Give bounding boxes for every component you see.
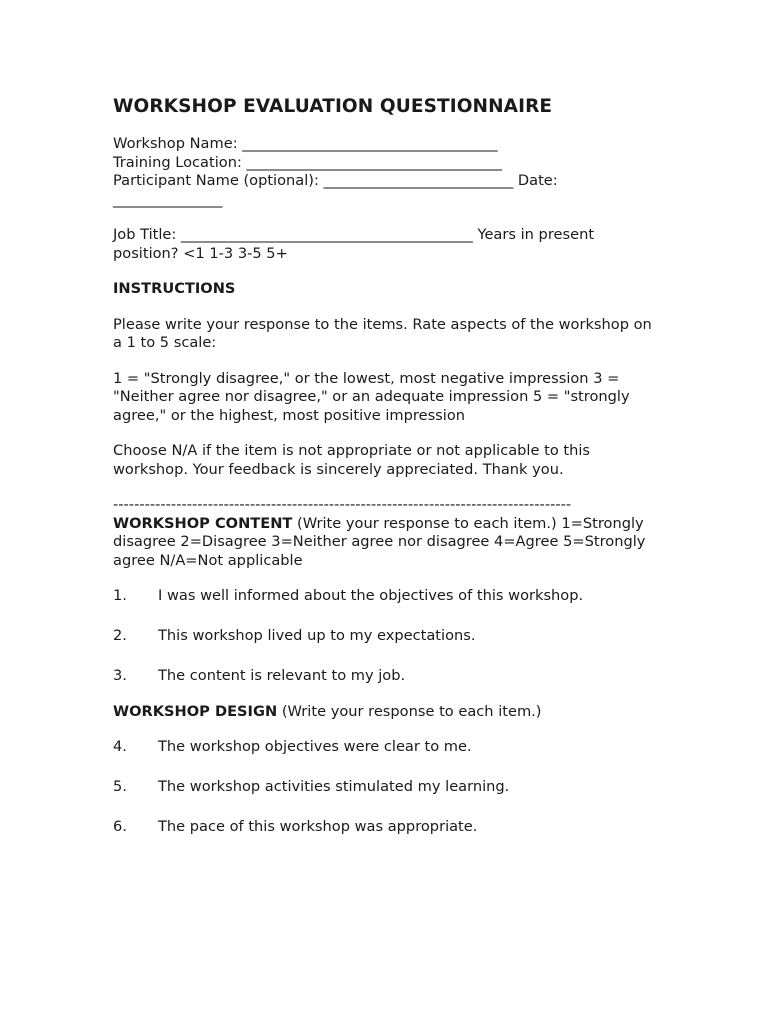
list-item [113,587,658,606]
workshop-content-note: (Write your response to each item.) 1=Strongly disagree 2=Disagree 3=Neither agree nor disagree 4=Agree 5=Strongly agree N/A=Not applicable [113,514,646,569]
list-item [113,818,658,837]
section-divider: --------------------------------------------------------------------------------------- [113,496,572,513]
workshop-design-title: WORKSHOP DESIGN [113,702,278,720]
item-number: 1. [113,587,127,604]
participant-name-field: Participant Name (optional): __________________________ Date: [113,172,558,189]
workshop-content-title: WORKSHOP CONTENT [113,514,293,532]
training-location-field: Training Location: ___________________________________ [113,153,502,171]
item-number: 5. [113,778,127,795]
workshop-name-field: Workshop Name: ___________________________________ [113,135,498,152]
item-text: The workshop objectives were clear to me. [158,738,472,755]
item-text: The workshop activities stimulated my learning. [158,778,510,795]
workshop-design-items [113,738,658,837]
na-note: Choose N/A if the item is not appropriate or not applicable to this workshop. Your feedback is sincerely appreciated. Thank you. [113,442,591,478]
item-text: The content is relevant to my job. [158,667,406,684]
instructions-intro: Please write your response to the items. Rate aspects of the workshop on a 1 to 5 scale: [113,315,652,351]
item-number: 2. [113,627,127,644]
item-text: I was well informed about the objectives of this workshop. [158,587,584,604]
workshop-design-section-header [113,703,658,722]
item-number: 3. [113,667,127,684]
workshop-content-section-header [113,515,658,571]
header-fields [113,135,658,209]
workshop-content-items [113,587,658,686]
instructions-heading: INSTRUCTIONS [113,280,236,297]
date-field-blank: _______________ [113,190,223,208]
list-item [113,738,658,757]
item-number: 6. [113,818,127,835]
item-number: 4. [113,738,127,755]
item-text: The pace of this workshop was appropriate. [158,818,478,835]
list-item [113,778,658,797]
workshop-design-note: (Write your response to each item.) [277,702,542,720]
list-item [113,627,658,646]
job-title-field: Job Title: ________________________________________ Years in present position? <1 1-3 3-5 5+ [113,226,595,262]
page-title: WORKSHOP EVALUATION QUESTIONNAIRE [113,96,553,117]
item-text: This workshop lived up to my expectations. [158,627,476,644]
questionnaire-page [113,96,658,858]
list-item [113,667,658,686]
rating-scale-description: 1 = "Strongly disagree," or the lowest, most negative impression 3 = "Neither agree nor disagree," or an adequate impression 5 = "strongly agree," or the highest, most positive impression [113,369,630,424]
